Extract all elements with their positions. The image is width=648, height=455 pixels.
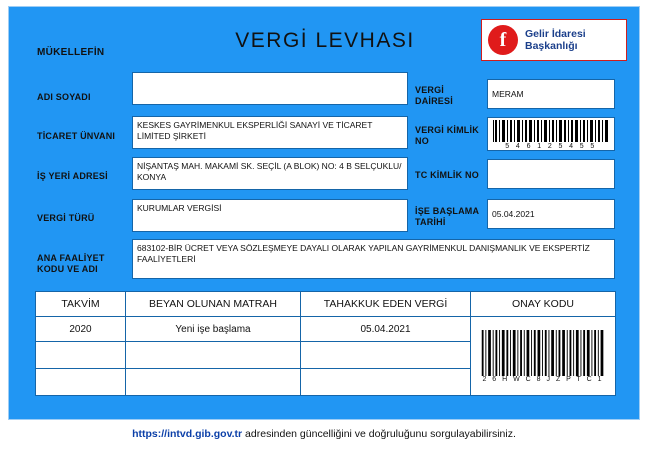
label-ise-baslama-tarihi xyxy=(415,206,479,229)
col-header-onay: ONAY KODU xyxy=(471,292,616,317)
gib-logo-line1: Gelir İdaresi xyxy=(525,27,586,40)
tax-table xyxy=(35,291,616,396)
cell-onay-kodu[interactable] xyxy=(471,317,616,396)
vergi-levhasi-card xyxy=(8,6,640,420)
barcode-icon xyxy=(491,120,611,142)
label-vergi-kimlik-no-line1: VERGİ KİMLİK xyxy=(415,125,479,135)
onay-kodu-digits: 2 6 H W C 8 J Z P T C 1 xyxy=(482,376,604,383)
col-header-takvim: TAKVİM xyxy=(36,292,126,317)
field-ise-baslama-tarihi[interactable]: 05.04.2021 xyxy=(487,199,615,229)
cell-matrah[interactable]: Yeni işe başlama xyxy=(126,317,301,342)
field-tc-kimlik-no[interactable] xyxy=(487,159,615,189)
field-vergi-dairesi[interactable]: MERAM xyxy=(487,79,615,109)
table-row xyxy=(36,317,616,342)
section-label-mukellefin: MÜKELLEFİN xyxy=(37,47,105,58)
label-ana-faaliyet-line1: ANA FAALİYET xyxy=(37,253,105,263)
onay-barcode-icon xyxy=(479,330,607,376)
table-header-row xyxy=(36,292,616,317)
label-vergi-kimlik-no-line2: NO xyxy=(415,136,429,147)
label-ana-faaliyet xyxy=(37,253,132,276)
cell-takvim[interactable]: 2020 xyxy=(36,317,126,342)
col-header-tahakkuk: TAHAKKUK EDEN VERGİ xyxy=(301,292,471,317)
gib-portal-link[interactable]: https://intvd.gib.gov.tr xyxy=(132,428,243,440)
label-adi-soyadi: ADI SOYADI xyxy=(37,92,91,102)
cell-takvim[interactable] xyxy=(36,369,126,396)
col-header-matrah: BEYAN OLUNAN MATRAH xyxy=(126,292,301,317)
label-ticaret-unvani: TİCARET ÜNVANI xyxy=(37,131,116,141)
label-vergi-kimlik-no xyxy=(415,125,479,148)
gib-logo-icon: f xyxy=(488,25,518,55)
cell-matrah[interactable] xyxy=(126,369,301,396)
field-ana-faaliyet[interactable]: 683102-BİR ÜCRET VEYA SÖZLEŞMEYE DAYALI OLARAK YAPILAN GAYRİMENKUL DANIŞMANLIK VE EKSPERTİZ FAALİYETLERİ xyxy=(132,239,615,279)
field-ticaret-unvani[interactable]: KESKES GAYRİMENKUL EKSPERLİĞİ SANAYİ VE TİCARET LİMİTED ŞİRKETİ xyxy=(132,116,408,149)
gib-logo-text xyxy=(525,28,586,52)
label-tc-kimlik-no: TC KİMLİK NO xyxy=(415,170,479,180)
label-is-yeri-adresi: İŞ YERİ ADRESİ xyxy=(37,171,108,181)
gib-logo-line2: Başkanlığı xyxy=(525,40,578,52)
label-ana-faaliyet-line2: KODU VE ADI xyxy=(37,264,98,275)
label-vergi-dairesi-line2: DAİRESİ xyxy=(415,96,453,107)
field-is-yeri-adresi[interactable]: NİŞANTAŞ MAH. MAKAMİ SK. SEÇİL (A BLOK) NO: 4 B SELÇUKLU/ KONYA xyxy=(132,157,408,190)
footer-text: adresinden güncelliğini ve doğruluğunu sorgulayabilirsiniz. xyxy=(242,428,516,440)
label-ise-baslama-line2: TARİHİ xyxy=(415,217,446,228)
cell-tahakkuk[interactable] xyxy=(301,342,471,369)
gib-logo xyxy=(481,19,627,61)
cell-matrah[interactable] xyxy=(126,342,301,369)
label-vergi-turu: VERGİ TÜRÜ xyxy=(37,213,95,223)
field-vergi-kimlik-no[interactable] xyxy=(487,117,615,151)
footer-note xyxy=(0,428,648,440)
label-vergi-dairesi xyxy=(415,85,453,108)
vergi-kimlik-no-digits: 5 4 6 1 2 5 4 5 5 xyxy=(505,143,597,150)
cell-tahakkuk[interactable]: 05.04.2021 xyxy=(301,317,471,342)
label-vergi-dairesi-line1: VERGİ xyxy=(415,85,445,95)
page-title: VERGİ LEVHASI xyxy=(235,29,415,52)
field-vergi-turu[interactable]: KURUMLAR VERGİSİ xyxy=(132,199,408,232)
label-ise-baslama-line1: İŞE BAŞLAMA xyxy=(415,206,480,216)
field-adi-soyadi[interactable] xyxy=(132,72,408,105)
cell-tahakkuk[interactable] xyxy=(301,369,471,396)
cell-takvim[interactable] xyxy=(36,342,126,369)
